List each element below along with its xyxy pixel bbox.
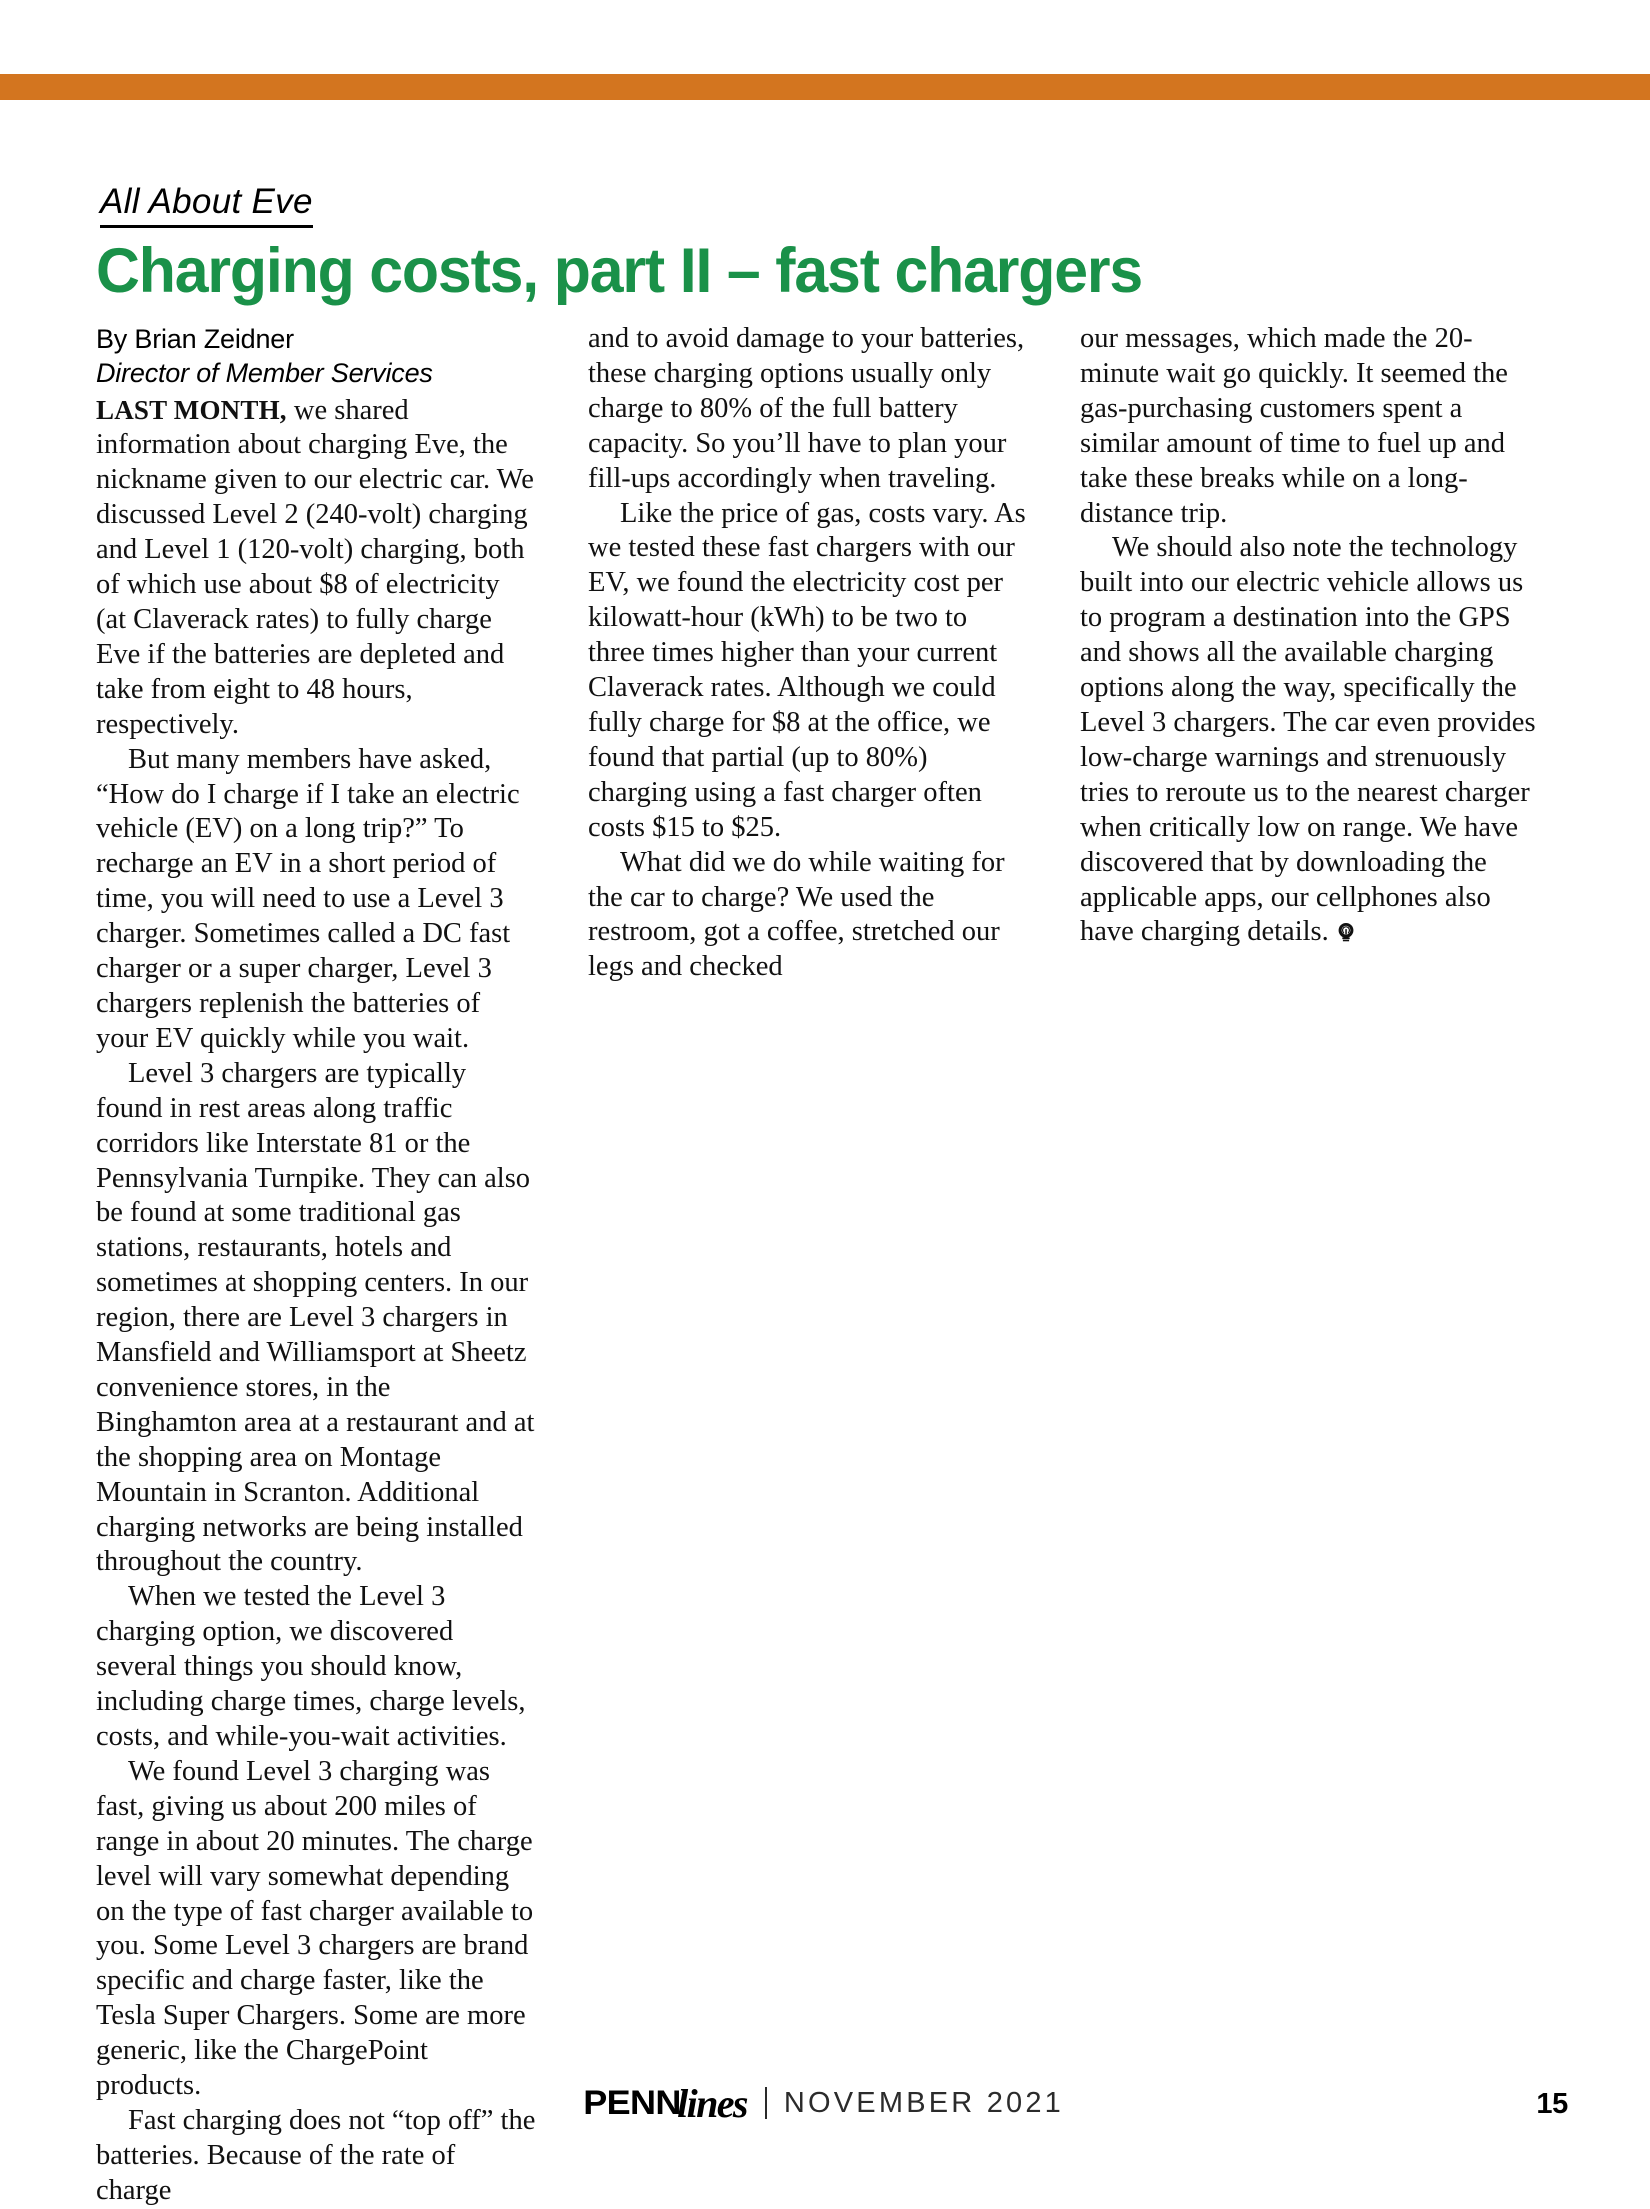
paragraph: When we tested the Level 3 charging option, we discovered several things you should know, including charge times, charge levels, costs, and while-you-wait activities.: [96, 1581, 526, 1752]
paragraph: our messages, which made the 20-minute wait go quickly. It seemed the gas-purchasing customers spent a similar amount of time to fuel up and take these breaks while on a long-distance trip.: [1080, 323, 1508, 529]
paragraph: Fast charging does not “top off” the batteries. Because of the rate of charge: [96, 2104, 536, 2206]
paragraph-text: we shared information about charging Eve, the nickname given to our electric car. We discussed Level 2 (240-volt) charging and Level 1 (120-volt) charging, both of which use about $8 of electricity (at Claverack rates) to fully charge Eve if the batteries are depleted and take from eight to 48 hours, respectively.: [96, 394, 534, 740]
paragraph: We found Level 3 charging was fast, giving us about 200 miles of range in about 20 minutes. The charge level will vary somewhat depending on the type of fast charger available to you. Some Level 3 chargers are brand specific and charge faster, like the Tesla Super Chargers. Some are more generic, like the ChargePoint products.: [96, 1755, 534, 2102]
paragraph: [1080, 531, 1540, 950]
pennlines-logo-primary: PENN: [583, 2084, 681, 2122]
text-column-2: [588, 322, 1028, 985]
text-column-1: [96, 322, 536, 2209]
page-footer: [0, 2080, 1650, 2175]
paragraph: What did we do while waiting for the car to charge? We used the restroom, got a coffee, stretched our legs and checked: [588, 846, 1005, 983]
lede-phrase: LAST MONTH,: [96, 394, 287, 425]
paragraph: Level 3 chargers are typically found in rest areas along traffic corridors like Interstate 81 or the Pennsylvania Turnpike. They can also be found at some traditional gas stations, restaurants, hotels and sometimes at shopping centers. In our region, there are Level 3 chargers in Mansfield and Williamsport at Sheetz convenience stores, in the Binghamton area at a restaurant and at the shopping area on Montage Mountain in Scranton. Additional charging networks are being installed throughout the country.: [96, 1057, 535, 1578]
issue-date: NOVEMBER 2021: [783, 2087, 1065, 2119]
article-headline: Charging costs, part II – fast chargers: [96, 236, 1143, 306]
paragraph: But many members have asked, “How do I charge if I take an electric vehicle (EV) on a long trip?” To recharge an EV in a short period of time, you will need to use a Level 3 charger. Sometimes called a DC fast charger or a super charger, Level 3 chargers replenish the batteries of your EV quickly while you wait.: [96, 743, 520, 1054]
paragraph: [96, 394, 536, 743]
column-kicker: All About Eve: [100, 184, 313, 228]
footer-divider: [765, 2087, 767, 2119]
footer-masthead: [0, 2080, 1650, 2127]
paragraph: and to avoid damage to your batteries, these charging options usually only charge to 80% of the full battery capacity. So you’ll have to plan your fill-ups accordingly when traveling.: [588, 323, 1025, 494]
page-number: 15: [1536, 2088, 1568, 2120]
paragraph: Like the price of gas, costs vary. As we tested these fast chargers with our EV, we found the electricity cost per kilowatt-hour (kWh) to be two to three times higher than your current Claverack rates. Although we could fully charge for $8 at the office, we found that partial (up to 80%) charging using a fast charger often costs $15 to $25.: [588, 497, 1026, 843]
pennlines-logo-secondary: lines: [677, 2081, 747, 2126]
paragraph-text: We should also note the technology built into our electric vehicle allows us to program a destination into the GPS and shows all the available charging options along the way, specifically the Level 3 chargers. The car even provides low-charge warnings and strenuously tries to reroute us to the nearest charger when critically low on range. We have discovered that by downloading the applicable apps, our cellphones also have charging details.: [1080, 532, 1536, 948]
byline-author: By Brian Zeidner: [96, 324, 294, 354]
lightbulb-dingbat-icon: [1335, 921, 1357, 943]
byline-job-title: Director of Member Services: [96, 358, 433, 389]
text-column-3: [1080, 322, 1540, 950]
top-accent-rule: [0, 74, 1650, 100]
magazine-page: [0, 100, 1650, 2206]
